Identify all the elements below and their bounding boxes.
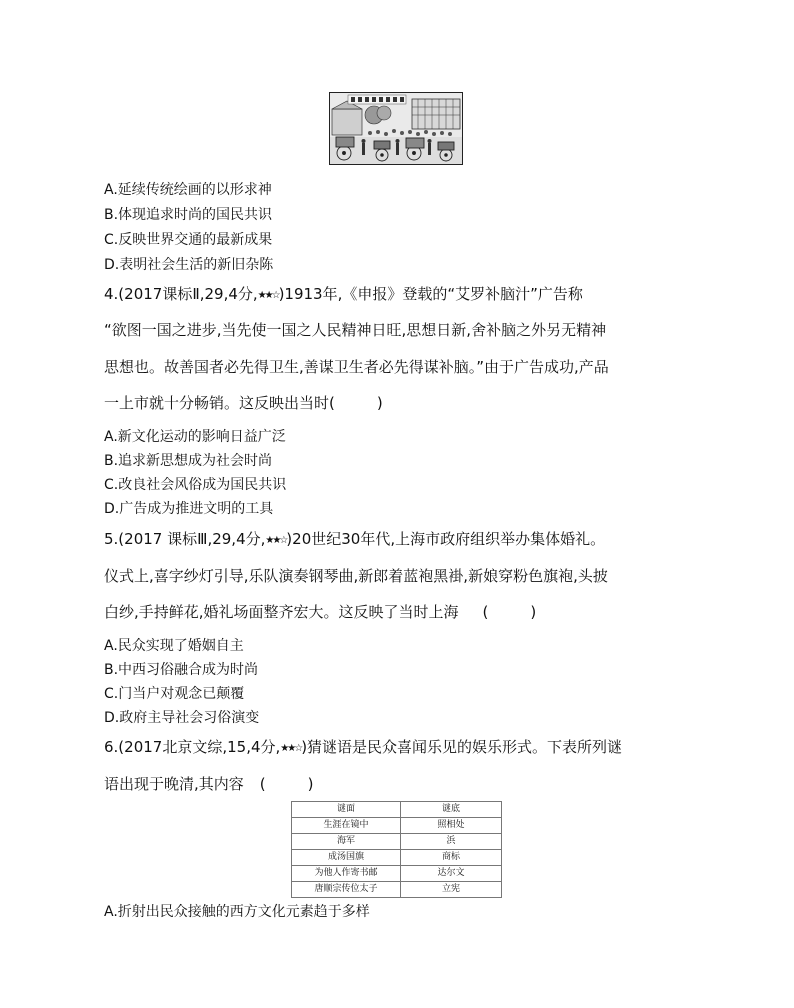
q6-source: 6.(2017北京文综,15,4分, — [104, 738, 281, 756]
q5-stem-line-2: 仪式上,喜字纱灯引导,乐队演奏钢琴曲,新郎着蓝袍黑褂,新娘穿粉色旗袍,头披 — [104, 567, 608, 585]
q5-source: 5.(2017 课标Ⅲ,29,4分, — [104, 530, 266, 548]
table-cell: 海军 — [292, 834, 401, 850]
table-cell: 商标 — [401, 850, 502, 866]
table-row — [292, 834, 502, 850]
table-cell: 生涯在镜中 — [292, 818, 401, 834]
historical-street-illustration — [329, 92, 463, 165]
q4-stem-line-2: “欲图一国之进步,当先使一国之人民精神日旺,思想日新,舍补脑之外另无精神 — [104, 321, 607, 339]
table-cell: 浜 — [401, 834, 502, 850]
table-cell: 成汤国旗 — [292, 850, 401, 866]
table-row — [292, 882, 502, 898]
q5-option-c: C.门当户对观念已颠覆 — [104, 686, 245, 702]
q4-option-a: A.新文化运动的影响日益广泛 — [104, 429, 286, 445]
q4-stem-line-1 — [104, 285, 583, 305]
table-cell: 照相处 — [401, 818, 502, 834]
q3-option-d: D.表明社会生活的新旧杂陈 — [104, 257, 274, 273]
q3-option-c: C.反映世界交通的最新成果 — [104, 232, 273, 248]
difficulty-stars-icon: ★★☆ — [280, 743, 302, 754]
q6-option-a: A.折射出民众接触的西方文化元素趋于多样 — [104, 904, 370, 920]
q5-stem-line-1 — [104, 530, 605, 550]
table-cell: 立宪 — [401, 882, 502, 898]
difficulty-stars-icon: ★★☆ — [265, 535, 287, 546]
q6-stem-line-2: 语出现于晚清,其内容 ( ) — [104, 775, 314, 793]
q4-option-b: B.追求新思想成为社会时尚 — [104, 453, 273, 469]
q6-text-1: )猜谜语是民众喜闻乐见的娱乐形式。下表所列谜 — [301, 738, 623, 756]
q6-stem-line-1 — [104, 738, 622, 758]
q4-stem-line-3: 思想也。故善国者必先得卫生,善谋卫生者必先得谋补脑。”由于广告成功,产品 — [104, 358, 609, 376]
q3-option-a: A.延续传统绘画的以形求神 — [104, 182, 272, 198]
q5-option-a: A.民众实现了婚姻自主 — [104, 638, 244, 654]
street-scene-drawing — [330, 93, 462, 164]
q5-option-d: D.政府主导社会习俗演变 — [104, 710, 260, 726]
table-row — [292, 818, 502, 834]
q4-option-d: D.广告成为推进文明的工具 — [104, 501, 274, 517]
table-row — [292, 850, 502, 866]
table-header-cell: 谜底 — [401, 802, 502, 818]
table-cell: 为他人作寄书邮 — [292, 866, 401, 882]
q4-source: 4.(2017课标Ⅱ,29,4分, — [104, 285, 258, 303]
q4-option-c: C.改良社会风俗成为国民共识 — [104, 477, 287, 493]
q5-text-1: )20世纪30年代,上海市政府组织举办集体婚礼。 — [286, 530, 606, 548]
q4-stem-line-4: 一上市就十分畅销。这反映出当时( ) — [104, 394, 383, 412]
riddle-table — [291, 801, 502, 898]
table-row — [292, 866, 502, 882]
q5-option-b: B.中西习俗融合成为时尚 — [104, 662, 259, 678]
q4-text-1: )1913年,《申报》登载的“艾罗补脑汁”广告称 — [278, 285, 583, 303]
table-header-row — [292, 802, 502, 818]
table-header-cell: 谜面 — [292, 802, 401, 818]
q3-option-b: B.体现追求时尚的国民共识 — [104, 207, 273, 223]
difficulty-stars-icon: ★★☆ — [257, 290, 279, 301]
table-cell: 达尔文 — [401, 866, 502, 882]
q5-stem-line-3: 白纱,手持鲜花,婚礼场面整齐宏大。这反映了当时上海 ( ) — [104, 603, 537, 621]
table-cell: 唐顺宗传位太子 — [292, 882, 401, 898]
